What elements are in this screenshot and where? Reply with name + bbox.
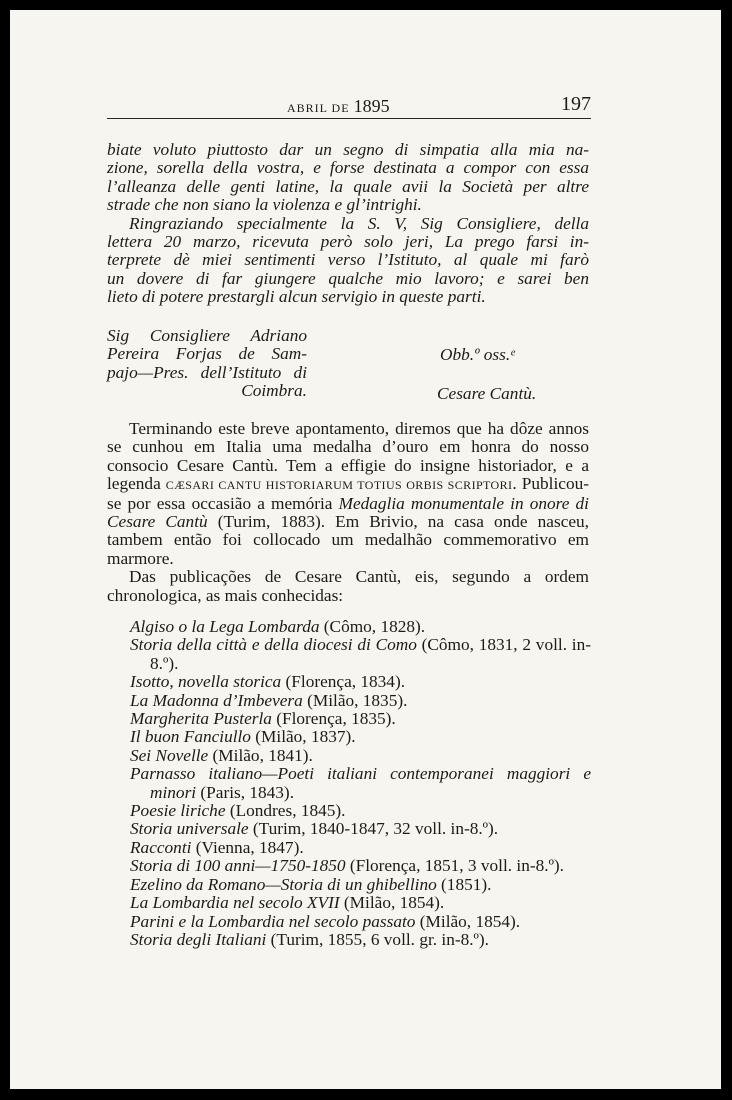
publication-item: [130, 692, 591, 710]
publication-details: (Florença, 1851, 3 voll. in-8.º).: [345, 856, 565, 876]
publication-details: (Milão, 1841).: [208, 745, 313, 765]
publication-details: (Milão, 1854).: [415, 911, 521, 931]
letter-line: l’alleanza delle genti latine, la quale avii la Società per altre: [107, 176, 589, 196]
publication-title: Poesie liriche: [130, 801, 226, 821]
publication-item: [130, 894, 591, 912]
publication-details: (Cômo, 1828).: [319, 617, 426, 636]
publication-details: (Vienna, 1847).: [191, 837, 304, 857]
publication-title: Il buon Fanciullo: [130, 727, 251, 747]
publication-details: (Florença, 1834).: [281, 672, 406, 692]
letter-line: zione, sorella della vostra, e forse destinata a compor con essa: [107, 158, 589, 178]
letter-line: un dovere di far giungere qualche mio lavoro; e sarei ben: [107, 268, 589, 288]
body-paragraph: [107, 420, 589, 568]
publication-title: La Madonna d’Imbevera: [130, 690, 303, 710]
publications-list: [130, 618, 591, 949]
page-number: 197: [561, 93, 591, 115]
running-year: 1895: [353, 96, 390, 116]
page: [10, 10, 721, 1089]
publication-details: (Londres, 1845).: [225, 801, 346, 821]
publication-title: Sei Novelle: [130, 745, 209, 765]
body-paragraph: Das publicações de Cesare Cantù, eis, segundo a ordem chronologica, as mais conhecidas:: [107, 567, 589, 605]
publication-details: (1851).: [436, 874, 492, 894]
publication-title: Margherita Pusterla: [130, 709, 272, 729]
closing: Obb.º oss.ᵉ: [440, 345, 515, 364]
publication-title: Storia della città e della diocesi di Como: [130, 635, 417, 655]
recipient-line: pajo—Pres. dell’Istituto di: [107, 362, 307, 382]
letter-line: Ringraziando specialmente la S. V, Sig Consigliere, della: [129, 213, 589, 233]
publication-details: (Cômo, 1831, 2 voll. in-8.º).: [150, 635, 591, 673]
publication-title: Algiso o la Lega Lombarda: [130, 617, 320, 636]
body-text: [107, 420, 589, 605]
publication-item: [130, 636, 591, 673]
page-header: [107, 88, 591, 118]
publication-title: Storia degli Italiani: [130, 929, 267, 949]
publication-item: [130, 876, 591, 894]
recipient-line: Sig Consigliere Adriano: [107, 326, 307, 345]
publication-item: [130, 857, 591, 875]
publication-item: [130, 931, 591, 949]
publication-details: (Milão, 1837).: [250, 727, 356, 747]
letter-text: [107, 141, 589, 307]
publication-item: [130, 913, 591, 931]
publication-title: Storia universale: [130, 819, 249, 839]
publication-details: (Florença, 1835).: [271, 709, 396, 729]
publication-details: (Turim, 1840-1847, 32 voll. in-8.º).: [248, 819, 499, 839]
publication-item: [130, 765, 591, 802]
publication-item: [130, 728, 591, 746]
publication-title: Isotto, novella storica: [130, 672, 282, 692]
publication-item: [130, 710, 591, 728]
recipient-block: [107, 327, 307, 401]
letter-line: terprete dè miei sentimenti verso l’Istituto, al quale mi farò: [107, 250, 589, 270]
letter-line: biate voluto piuttosto dar un segno di simpatia alla mia na-: [107, 140, 589, 159]
publication-details: (Milão, 1835).: [302, 690, 408, 710]
body-text-run: . Publicou-se por essa occasião a memória: [107, 474, 589, 513]
medal-legend: CÆSARI CANTU HISTORIARUM TOTIUS ORBIS SCRIPTORI: [165, 478, 513, 493]
publication-item: [130, 673, 591, 691]
work-title: Medaglia monumentale in onore di Cesare Cantù: [107, 493, 589, 532]
body-text-run: Terminando este breve apontamento, diremos que ha dôze annos se cunhou em Italia uma medalha d’ouro em honra do nosso consocio Cesare Cantù. Tem a effigie do insigne historiador, e a legenda: [107, 419, 589, 494]
recipient-line: Pereira Forjas de Sam-: [107, 344, 307, 364]
publication-title: Ezelino da Romano—Storia di un ghibellino: [130, 874, 437, 894]
publication-details: (Paris, 1843).: [196, 782, 295, 802]
publication-item: [130, 802, 591, 820]
publication-details: (Milão, 1854).: [339, 893, 445, 913]
publication-item: [130, 820, 591, 838]
publication-title: La Lombardia nel secolo XVII: [130, 893, 340, 913]
running-title: [287, 96, 390, 117]
publication-item: [130, 618, 591, 636]
running-title-text: ABRIL DE: [287, 101, 350, 115]
body-text-run: (Turim, 1883). Em Brivio, na casa onde nasceu, tambem então foi collocado um medalhão commemorativo em marmore.: [107, 512, 589, 568]
signer-name: Cesare Cantù.: [437, 384, 537, 403]
letter-line: strade che non siano la violenza e gl’intrighi.: [107, 195, 422, 215]
publication-title: Parini e la Lombardia nel secolo passato: [130, 911, 416, 931]
publication-item: [130, 747, 591, 765]
publication-title: Racconti: [130, 837, 192, 857]
header-rule: [107, 118, 591, 119]
publication-details: (Turim, 1855, 6 voll. gr. in-8.º).: [266, 929, 489, 949]
letter-line: lieto di potere prestargli alcun servigio in queste parti.: [107, 287, 486, 307]
publication-title: Storia di 100 anni—1750-1850: [130, 856, 346, 876]
publication-title: Parnasso italiano—Poeti italiani contemporanei maggiori e minori: [130, 764, 591, 802]
letter-line: lettera 20 marzo, ricevuta però solo jeri, La prego farsi in-: [107, 232, 589, 252]
recipient-line: Coimbra.: [241, 381, 307, 401]
publication-item: [130, 839, 591, 857]
